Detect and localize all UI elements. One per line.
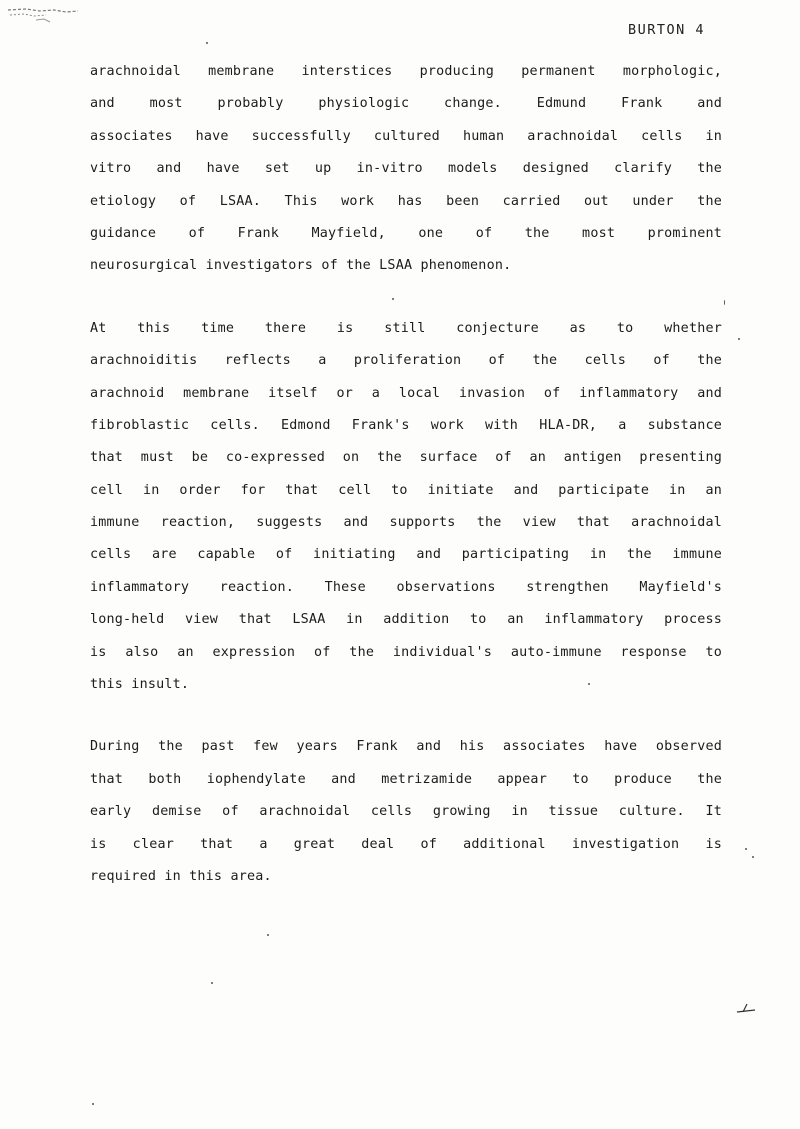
text-line: fibroblastic cells. Edmond Frank's work with HLA-DR, a substance bbox=[90, 417, 722, 433]
text-line: is clear that a great deal of additional investigation is bbox=[90, 836, 722, 852]
text-line: At this time there is still conjecture as to whether bbox=[90, 320, 722, 336]
scan-speck bbox=[752, 856, 754, 858]
text-line: cells are capable of initiating and participating in the immune bbox=[90, 547, 722, 563]
pen-mark bbox=[735, 1000, 757, 1014]
paragraph-2 bbox=[90, 313, 722, 702]
body-text bbox=[90, 56, 722, 893]
scan-speck bbox=[392, 298, 394, 300]
text-line: associates have successfully cultured human arachnoidal cells in bbox=[90, 128, 722, 144]
text-line: that must be co-expressed on the surface of an antigen presenting bbox=[90, 450, 722, 466]
text-line: that both iophendylate and metrizamide appear to produce the bbox=[90, 771, 722, 787]
text-line: vitro and have set up in-vitro models designed clarify the bbox=[90, 161, 722, 177]
paragraph-3 bbox=[90, 731, 722, 893]
paragraph-spacer bbox=[90, 701, 722, 731]
paragraph-1 bbox=[90, 56, 722, 283]
text-line: neurosurgical investigators of the LSAA phenomenon. bbox=[90, 258, 512, 274]
text-line: early demise of arachnoidal cells growing in tissue culture. It bbox=[90, 804, 722, 820]
scan-speck bbox=[738, 338, 740, 340]
scan-speck bbox=[92, 1103, 94, 1105]
text-line: arachnoid membrane itself or a local invasion of inflammatory and bbox=[90, 385, 722, 401]
text-line: long-held view that LSAA in addition to an inflammatory process bbox=[90, 612, 722, 628]
text-line: cell in order for that cell to initiate and participate in an bbox=[90, 482, 722, 498]
text-line: guidance of Frank Mayfield, one of the most prominent bbox=[90, 225, 722, 241]
scan-speck bbox=[588, 683, 590, 685]
text-line: required in this area. bbox=[90, 868, 272, 884]
scan-artifact-mark bbox=[6, 4, 80, 30]
text-line: immune reaction, suggests and supports the view that arachnoidal bbox=[90, 515, 722, 531]
scan-speck bbox=[745, 848, 747, 850]
text-line: etiology of LSAA. This work has been carried out under the bbox=[90, 193, 722, 209]
paragraph-spacer bbox=[90, 283, 722, 313]
text-line: arachnoiditis reflects a proliferation of the cells of the bbox=[90, 353, 722, 369]
scan-speck bbox=[211, 982, 213, 984]
scan-speck bbox=[267, 934, 269, 936]
text-line: and most probably physiologic change. Edmund Frank and bbox=[90, 96, 722, 112]
text-line: this insult. bbox=[90, 677, 190, 693]
page-header: BURTON 4 bbox=[628, 22, 706, 38]
text-line: arachnoidal membrane interstices producing permanent morphologic, bbox=[90, 64, 722, 79]
text-line: inflammatory reaction. These observations strengthen Mayfield's bbox=[90, 579, 722, 595]
scan-speck bbox=[206, 42, 208, 44]
text-line: During the past few years Frank and his associates have observed bbox=[90, 739, 722, 755]
text-line: is also an expression of the individual's auto-immune response to bbox=[90, 644, 722, 660]
scan-speck bbox=[724, 300, 725, 305]
